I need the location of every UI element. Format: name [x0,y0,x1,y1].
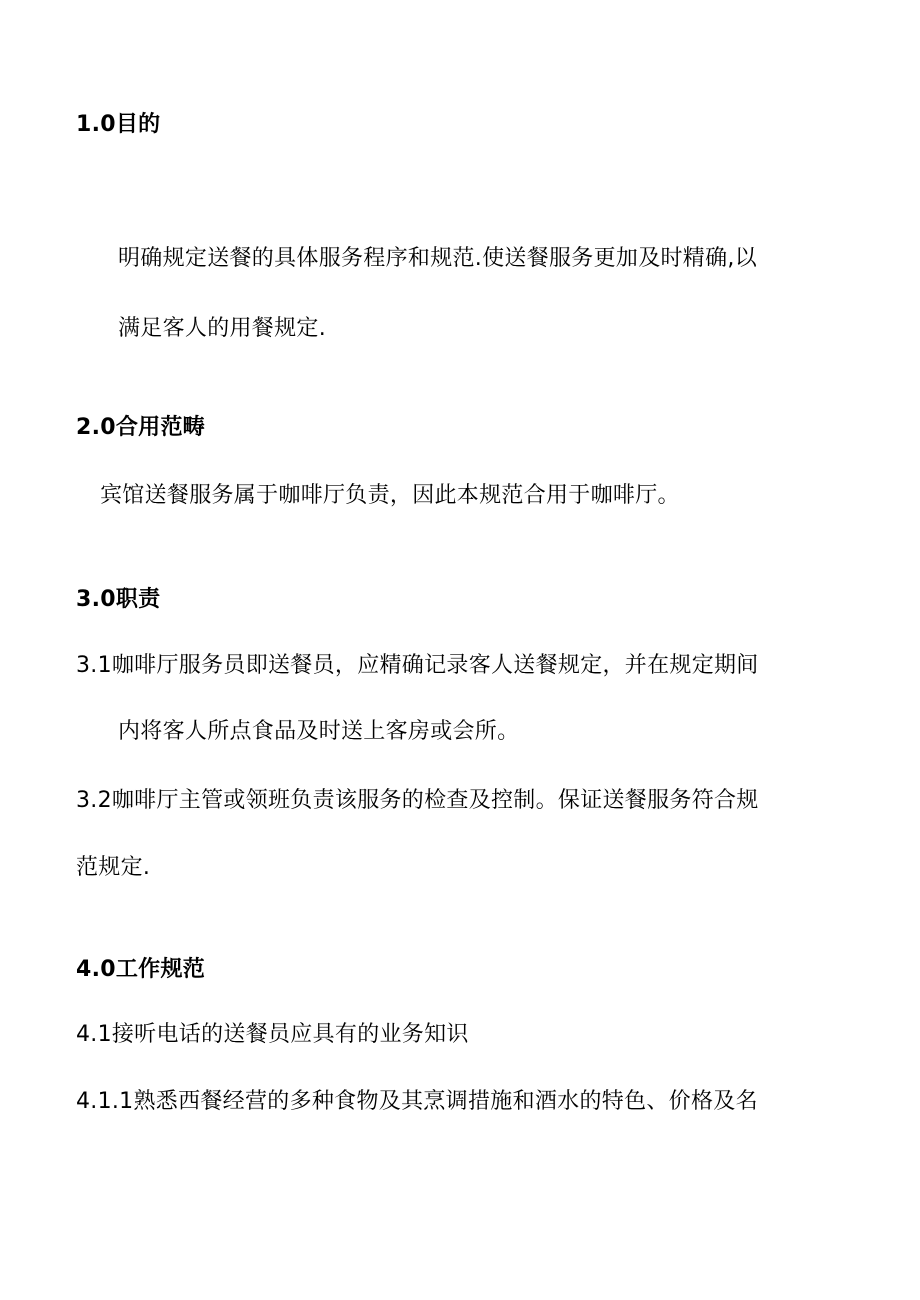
section-heading-scope: 2.0合用范畴 [76,415,206,440]
section-heading-work-standards: 4.0工作规范 [76,957,206,982]
purpose-paragraph-line-1: 明确规定送餐的具体服务程序和规范.使送餐服务更加及时精确,以 [118,246,757,271]
responsibility-3-2-line-1: 3.2咖啡厅主管或领班负责该服务的检查及控制。保证送餐服务符合规 [76,788,759,813]
responsibility-3-1-line-2: 内将客人所点食品及时送上客房或会所。 [118,719,520,744]
work-standard-4-1-1: 4.1.1熟悉西餐经营的多种食物及其烹调措施和酒水的特色、价格及名 [76,1089,758,1114]
section-heading-responsibilities: 3.0职责 [76,587,161,612]
scope-paragraph: 宾馆送餐服务属于咖啡厅负责，因此本规范合用于咖啡厅。 [100,483,680,508]
purpose-paragraph-line-2: 满足客人的用餐规定. [118,316,326,341]
responsibility-3-2-line-2: 范规定. [76,855,151,880]
responsibility-3-1-line-1: 3.1咖啡厅服务员即送餐员，应精确记录客人送餐规定，并在规定期间 [76,653,759,678]
work-standard-4-1: 4.1接听电话的送餐员应具有的业务知识 [76,1022,469,1047]
section-heading-purpose: 1.0目的 [76,112,161,137]
